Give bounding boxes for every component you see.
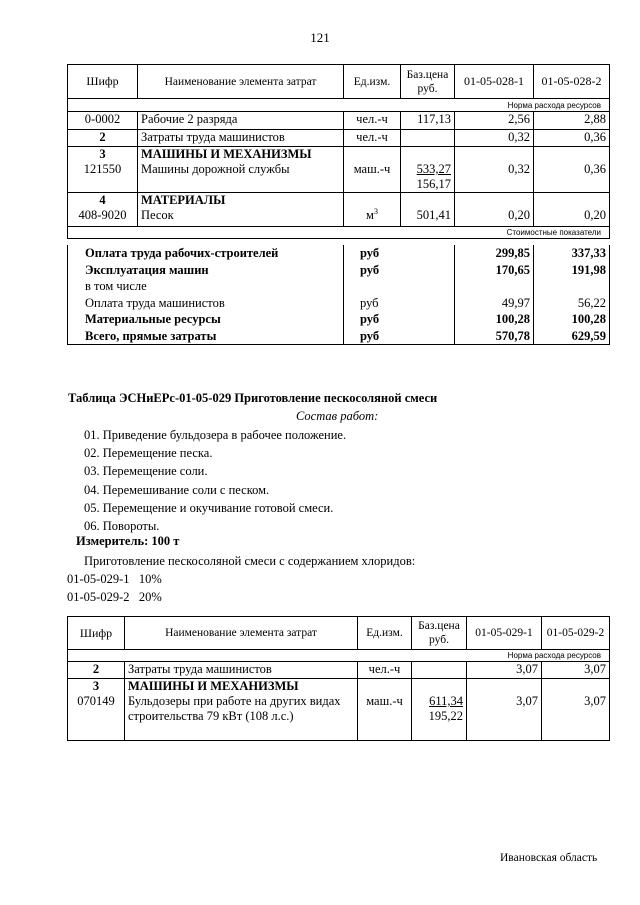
page-number: 121 (310, 30, 330, 45)
row-price (412, 662, 467, 679)
variant-1: 01-05-029-1 10% (67, 572, 162, 586)
header-col2: 01-05-029-2 (542, 617, 610, 650)
summary-v2: 56,22 (534, 295, 610, 312)
composition-title: Состав работ: (296, 409, 379, 423)
row-name (138, 147, 344, 193)
row-code (68, 193, 138, 227)
row-v2: 3,07 (542, 679, 610, 741)
section-number: 3 (99, 147, 106, 161)
row-name: Затраты труда машинистов (138, 130, 344, 147)
cost-summary-table (67, 245, 610, 345)
row-price: 117,13 (401, 112, 455, 130)
summary-unit: руб (344, 328, 455, 345)
row-price: 501,41 (401, 193, 455, 227)
summary-v1 (455, 278, 534, 295)
row-price (401, 130, 455, 147)
section-norm: Норма расхода ресурсов (68, 99, 610, 112)
row-unit: чел.-ч (344, 130, 401, 147)
resource-name: Бульдозеры при работе на других видах строительства 79 кВт (108 л.с.) (128, 694, 341, 723)
resource-name: Машины дорожной службы (141, 162, 290, 176)
section-heading: МАШИНЫ И МЕХАНИЗМЫ (141, 147, 312, 161)
summary-unit: руб (344, 295, 455, 312)
header-price: Баз.цена руб. (401, 65, 455, 99)
resource-table-2 (67, 616, 610, 741)
section-cost: Стоимостные показатели (68, 227, 610, 239)
row-price: 611,34 195,22 (412, 679, 467, 741)
row-v2: 2,88 (534, 112, 610, 130)
summary-v2 (534, 278, 610, 295)
summary-unit: руб (344, 311, 455, 328)
header-unit: Ед.изм. (344, 65, 401, 99)
summary-v2: 191,98 (534, 262, 610, 279)
summary-label: Всего, прямые затраты (68, 328, 344, 345)
summary-label: Материальные ресурсы (68, 311, 344, 328)
work-step: 04. Перемешивание соли с песком. (84, 482, 270, 497)
summary-label: Оплата труда машинистов (68, 295, 344, 312)
work-step: 02. Перемещение песка. (84, 446, 213, 461)
section-norm: Норма расхода ресурсов (68, 650, 610, 662)
row-unit: маш.-ч (358, 679, 412, 741)
row-code: 0-0002 (68, 112, 138, 130)
header-code: Шифр (68, 65, 138, 99)
summary-v1: 100,28 (455, 311, 534, 328)
summary-v1: 299,85 (455, 245, 534, 262)
row-v2: 0,36 (534, 130, 610, 147)
footer-region: Ивановская область (500, 852, 598, 864)
meter: Измеритель: 100 т (76, 534, 180, 548)
row-v1: 0,20 (455, 193, 534, 227)
row-v1: 3,07 (467, 679, 542, 741)
header-name: Наименование элемента затрат (138, 65, 344, 99)
work-step: 03. Перемещение соли. (84, 464, 208, 479)
header-code: Шифр (68, 617, 125, 650)
summary-label: Оплата труда рабочих-строителей (68, 245, 344, 262)
row-unit: чел.-ч (344, 112, 401, 130)
work-step: 01. Приведение бульдозера в рабочее положение. (84, 428, 347, 442)
resource-code: 070149 (77, 694, 115, 708)
resource-code: 408-9020 (78, 208, 127, 222)
summary-label: в том числе (68, 278, 344, 295)
row-v2: 0,20 (534, 193, 610, 227)
summary-v2: 100,28 (534, 311, 610, 328)
work-step: 06. Повороты. (84, 519, 160, 534)
row-unit: чел.-ч (358, 662, 412, 679)
resource-table-1 (67, 64, 610, 239)
section-heading: МАШИНЫ И МЕХАНИЗМЫ (128, 679, 299, 693)
row-name (138, 193, 344, 227)
summary-unit: руб (344, 245, 455, 262)
header-price: Баз.цена руб. (412, 617, 467, 650)
summary-v2: 337,33 (534, 245, 610, 262)
row-code (68, 147, 138, 193)
row-unit: $м^3$ (344, 193, 401, 227)
work-steps (84, 426, 346, 535)
header-col1: 01-05-028-1 (455, 65, 534, 99)
summary-v1: 170,65 (455, 262, 534, 279)
summary-v1: 49,97 (455, 295, 534, 312)
row-v1: 3,07 (467, 662, 542, 679)
work-step: 05. Перемещение и окучивание готовой смеси. (84, 500, 334, 515)
row-name (125, 679, 358, 741)
summary-v1: 570,78 (455, 328, 534, 345)
section-number: 3 (92, 679, 100, 693)
row-name: Рабочие 2 разряда (138, 112, 344, 130)
header-col1: 01-05-029-1 (467, 617, 542, 650)
row-v1: 0,32 (455, 147, 534, 193)
summary-v2: 629,59 (534, 328, 610, 345)
resource-name: Песок (141, 208, 174, 222)
header-unit: Ед.изм. (358, 617, 412, 650)
row-code: 2 (68, 662, 125, 679)
row-code: 2 (68, 130, 138, 147)
summary-unit (344, 278, 455, 295)
row-unit: маш.-ч (344, 147, 401, 193)
header-name: Наименование элемента затрат (125, 617, 358, 650)
section-number: 4 (99, 193, 106, 207)
row-v1: 2,56 (455, 112, 534, 130)
row-name: Затраты труда машинистов (125, 662, 358, 679)
description: Приготовление пескосоляной смеси с содержанием хлоридов: (84, 554, 416, 568)
section-heading: МАТЕРИАЛЫ (141, 193, 226, 207)
summary-label: Эксплуатация машин (68, 262, 344, 279)
row-v2: 0,36 (534, 147, 610, 193)
variant-2: 01-05-029-2 20% (67, 590, 162, 604)
resource-code: 121550 (83, 162, 122, 176)
table-title: Таблица ЭСНиЕРс-01-05-029 Приготовление пескосоляной смеси (68, 391, 438, 405)
row-v2: 3,07 (542, 662, 610, 679)
row-v1: 0,32 (455, 130, 534, 147)
row-code (68, 679, 125, 741)
header-col2: 01-05-028-2 (534, 65, 610, 99)
row-price: 533,27 156,17 (401, 147, 455, 193)
summary-unit: руб (344, 262, 455, 279)
